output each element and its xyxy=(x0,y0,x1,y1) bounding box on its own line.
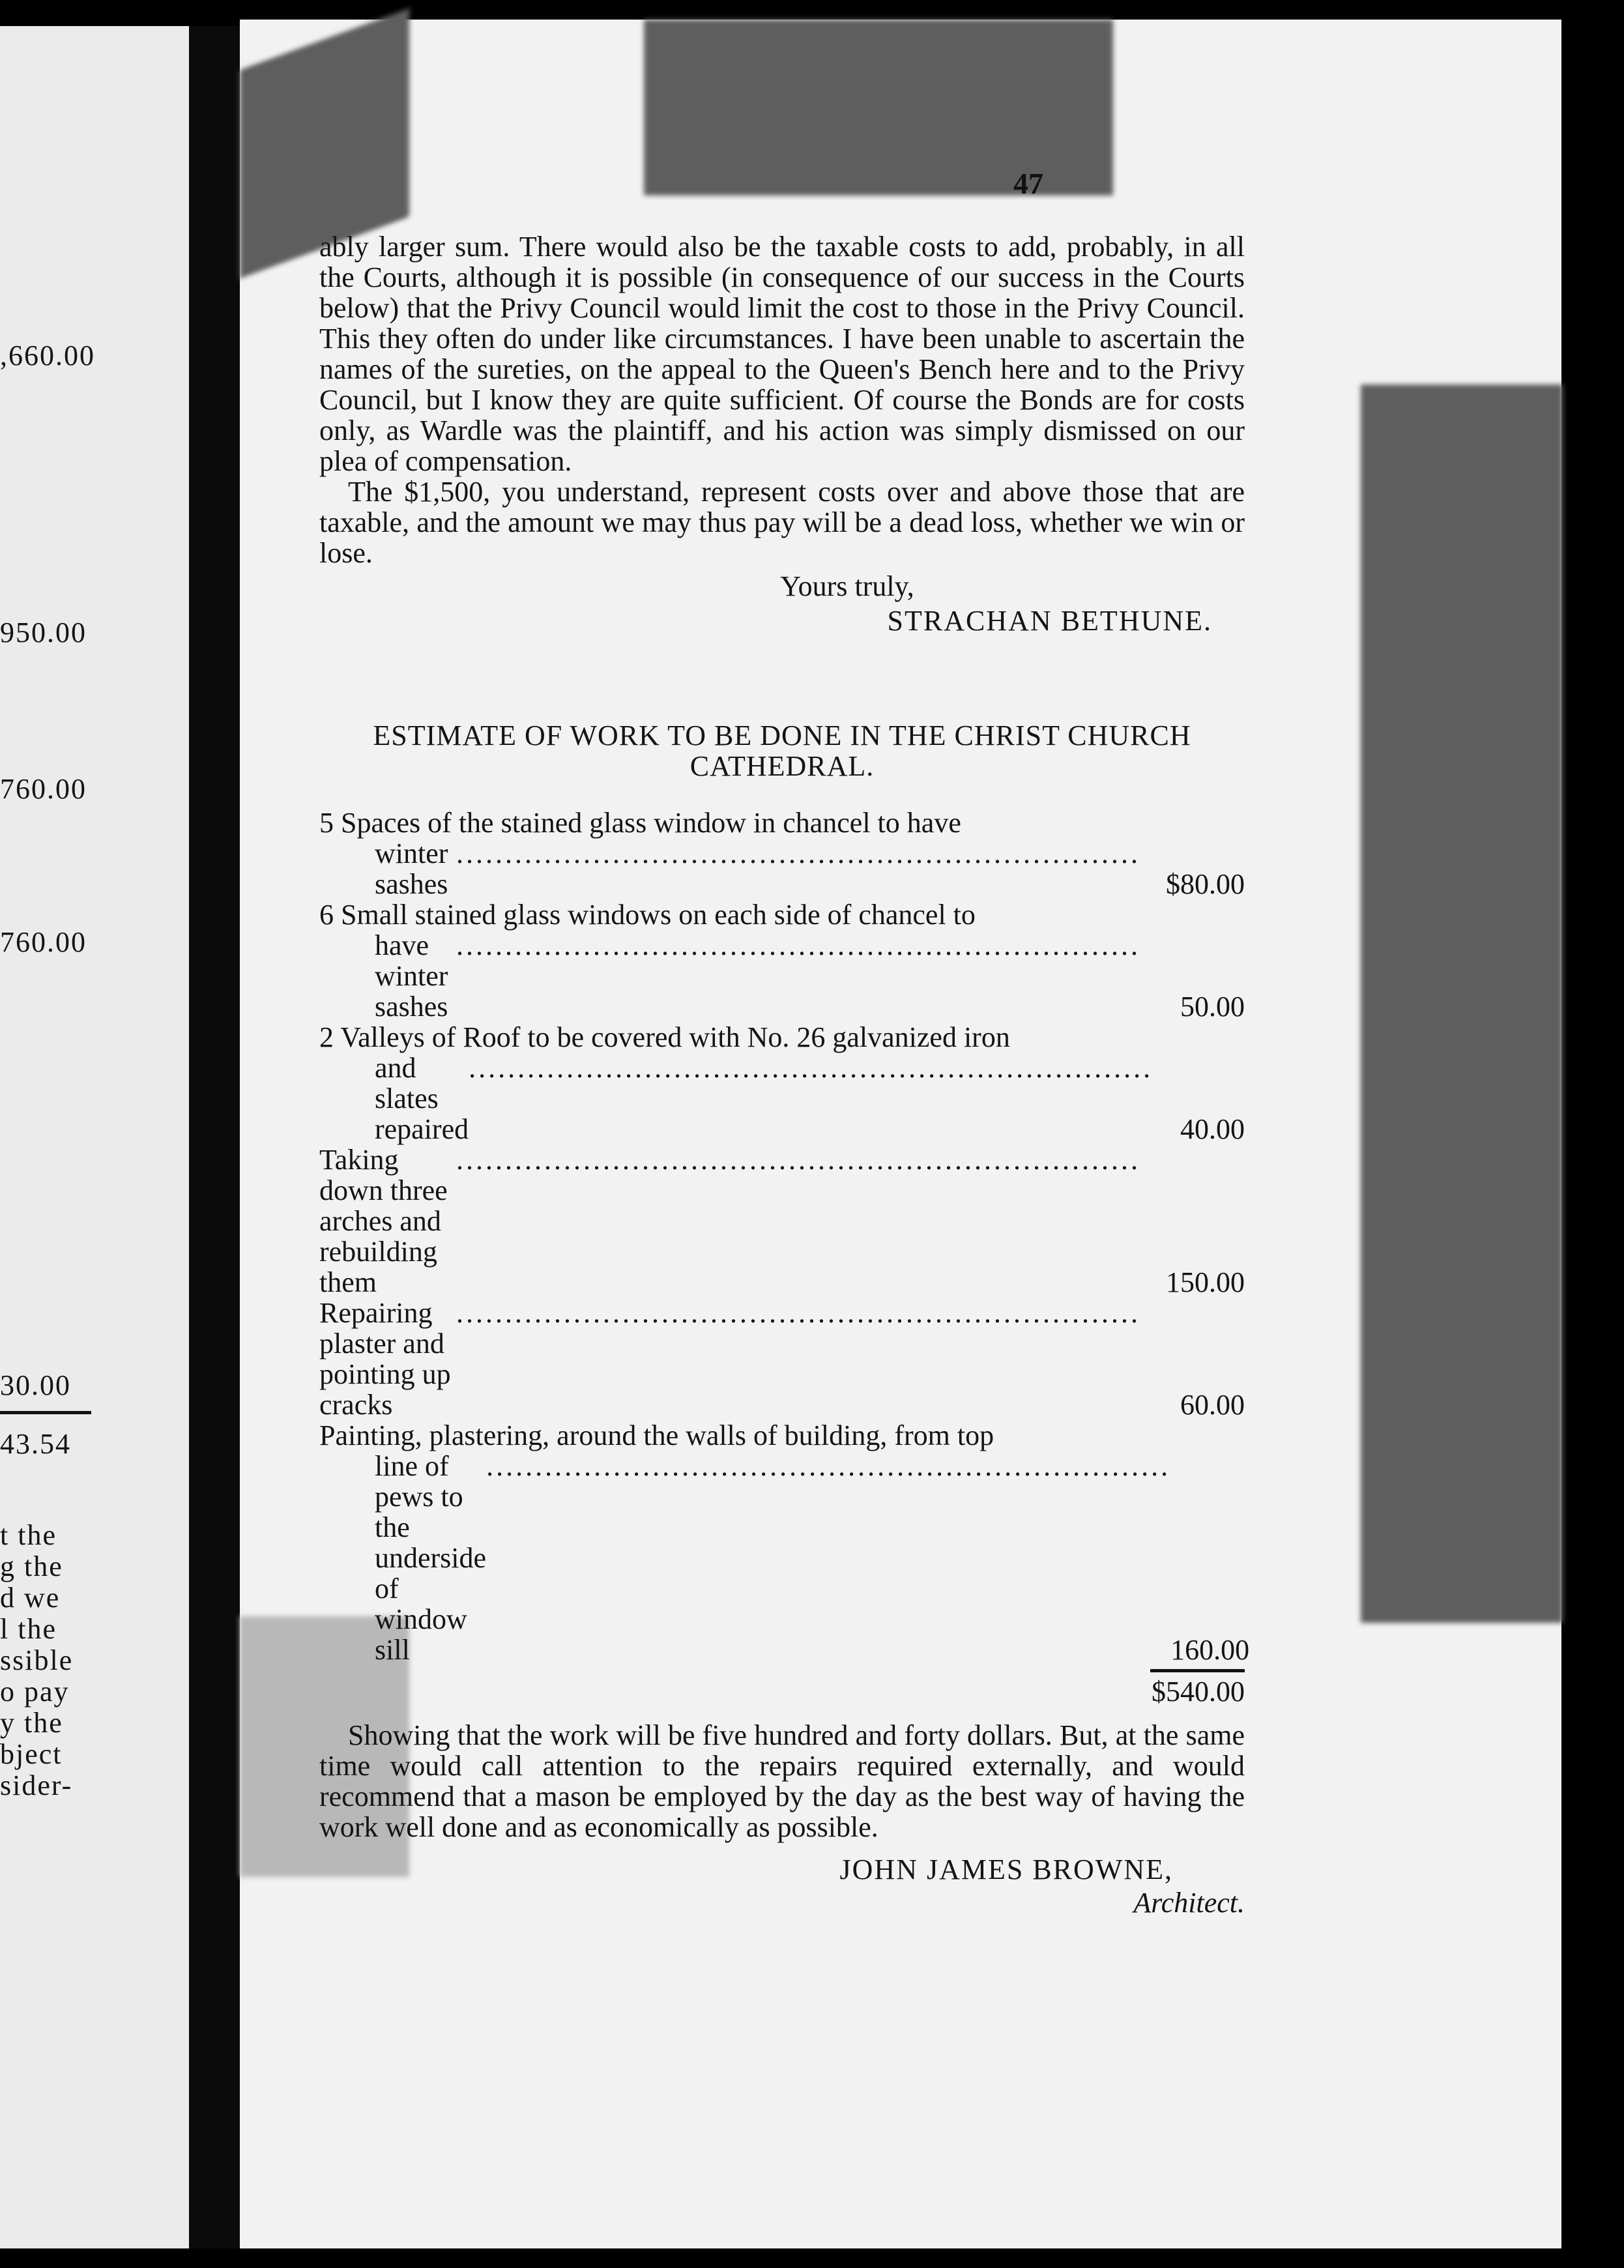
estimate-items xyxy=(319,807,1250,1708)
leader-dots: ...................................................................... xyxy=(456,1297,1140,1329)
leader-dots: ...................................................................... xyxy=(486,1450,1171,1482)
letter-paragraph: The $1,500, you understand, represent costs over and above those that are taxable, and the amount we may thus pay will be a dead loss, whether we win or lose. xyxy=(319,476,1245,569)
letter-signature: STRACHAN BETHUNE. xyxy=(887,605,1212,637)
estimate-summary: Showing that the work will be five hundred and forty dollars. But, at the same time would call attention to the repairs required externally, and would recommend that a mason be employed by the day as the best way of having the work well done and as economically as possible. xyxy=(319,1719,1245,1843)
estimate-amount: 150.00 xyxy=(1166,1266,1245,1298)
architect-signature: JOHN JAMES BROWNE, xyxy=(839,1854,1173,1885)
left-line-fragment: t the xyxy=(0,1519,57,1551)
estimate-item-line: 5 Spaces of the stained glass window in chancel to have xyxy=(319,807,961,839)
leader-dots: ...................................................................... xyxy=(456,1144,1140,1176)
estimate-item xyxy=(319,1144,1245,1298)
left-line-fragment: d we xyxy=(0,1582,61,1614)
left-line-fragment: g the xyxy=(0,1550,63,1582)
estimate-amount: $80.00 xyxy=(1166,868,1245,900)
left-line-fragment: bject xyxy=(0,1738,63,1770)
estimate-title: ESTIMATE OF WORK TO BE DONE IN THE CHRIST CHURCH xyxy=(373,720,1191,751)
estimate-item-line: 2 Valleys of Roof to be covered with No. 26 galvanized iron xyxy=(319,1021,1010,1053)
left-line-fragment: ssible xyxy=(0,1644,74,1676)
estimate-item xyxy=(319,899,1245,1022)
letter-paragraph: ably larger sum. There would also be the taxable costs to add, probably, in all the Courts, although it is possible (in consequence of our success in the Courts below) that the Privy Council would limit the cost to those in the Privy Council. This they often do under like circumstances. I have been unable to ascertain the names of the sureties, on the appeal to the Queen's Bench here and to the Privy Council, but I know they are quite sufficient. Of course the Bonds are for costs only, as Wardle was the plaintiff, and his action was simply dismissed on our plea of compensation. xyxy=(319,231,1245,477)
letter-body xyxy=(319,231,1245,636)
left-line-fragment: o pay xyxy=(0,1676,70,1708)
estimate-item-line: Repairing plaster and pointing up cracks xyxy=(319,1297,451,1421)
estimate-amount: 60.00 xyxy=(1180,1389,1245,1421)
left-amount: 43.54 xyxy=(0,1428,71,1460)
left-line-fragment: l the xyxy=(0,1613,57,1645)
estimate-item xyxy=(319,1419,1250,1666)
left-amount: ,660.00 xyxy=(0,340,95,371)
estimate-item-line: have winter sashes xyxy=(375,929,448,1023)
page-number: 47 xyxy=(1013,167,1043,200)
estimate-amount: 160.00 xyxy=(1170,1634,1250,1666)
scan-shadow xyxy=(1361,385,1563,1623)
architect-title: Architect. xyxy=(1133,1887,1245,1919)
estimate-item-line: line of pews to the underside of window sill xyxy=(375,1450,487,1666)
left-total-rule xyxy=(0,1411,91,1414)
leader-dots: ...................................................................... xyxy=(469,1052,1153,1084)
left-line-fragment: y the xyxy=(0,1707,63,1739)
estimate-item-line: 6 Small stained glass windows on each side of chancel to xyxy=(319,899,976,931)
total-rule xyxy=(1150,1669,1245,1672)
left-amount: 950.00 xyxy=(0,617,87,648)
estimate-item xyxy=(319,1022,1245,1144)
left-amount: 760.00 xyxy=(0,773,87,805)
estimate-item-line: Painting, plastering, around the walls of building, from top xyxy=(319,1419,994,1451)
left-line-fragment: sider- xyxy=(0,1769,73,1801)
estimate-item-line: Taking down three arches and rebuilding them xyxy=(319,1144,448,1298)
left-amount: 760.00 xyxy=(0,926,87,958)
estimate-item-line: winter sashes xyxy=(375,837,448,900)
estimate-total: $540.00 xyxy=(1152,1676,1245,1708)
estimate-amount: 50.00 xyxy=(1180,991,1245,1023)
estimate-title: CATHEDRAL. xyxy=(689,750,875,782)
letter-closing: Yours truly, xyxy=(780,570,914,602)
estimate-amount: 40.00 xyxy=(1180,1113,1245,1145)
left-amount: 30.00 xyxy=(0,1369,71,1401)
leader-dots: ...................................................................... xyxy=(456,837,1140,869)
page-gutter xyxy=(189,26,241,2248)
estimate-item-line: and slates repaired xyxy=(375,1052,469,1145)
estimate-section xyxy=(319,720,1250,1919)
estimate-item xyxy=(319,1298,1245,1420)
leader-dots: ...................................................................... xyxy=(456,929,1140,961)
estimate-item xyxy=(319,807,1245,899)
